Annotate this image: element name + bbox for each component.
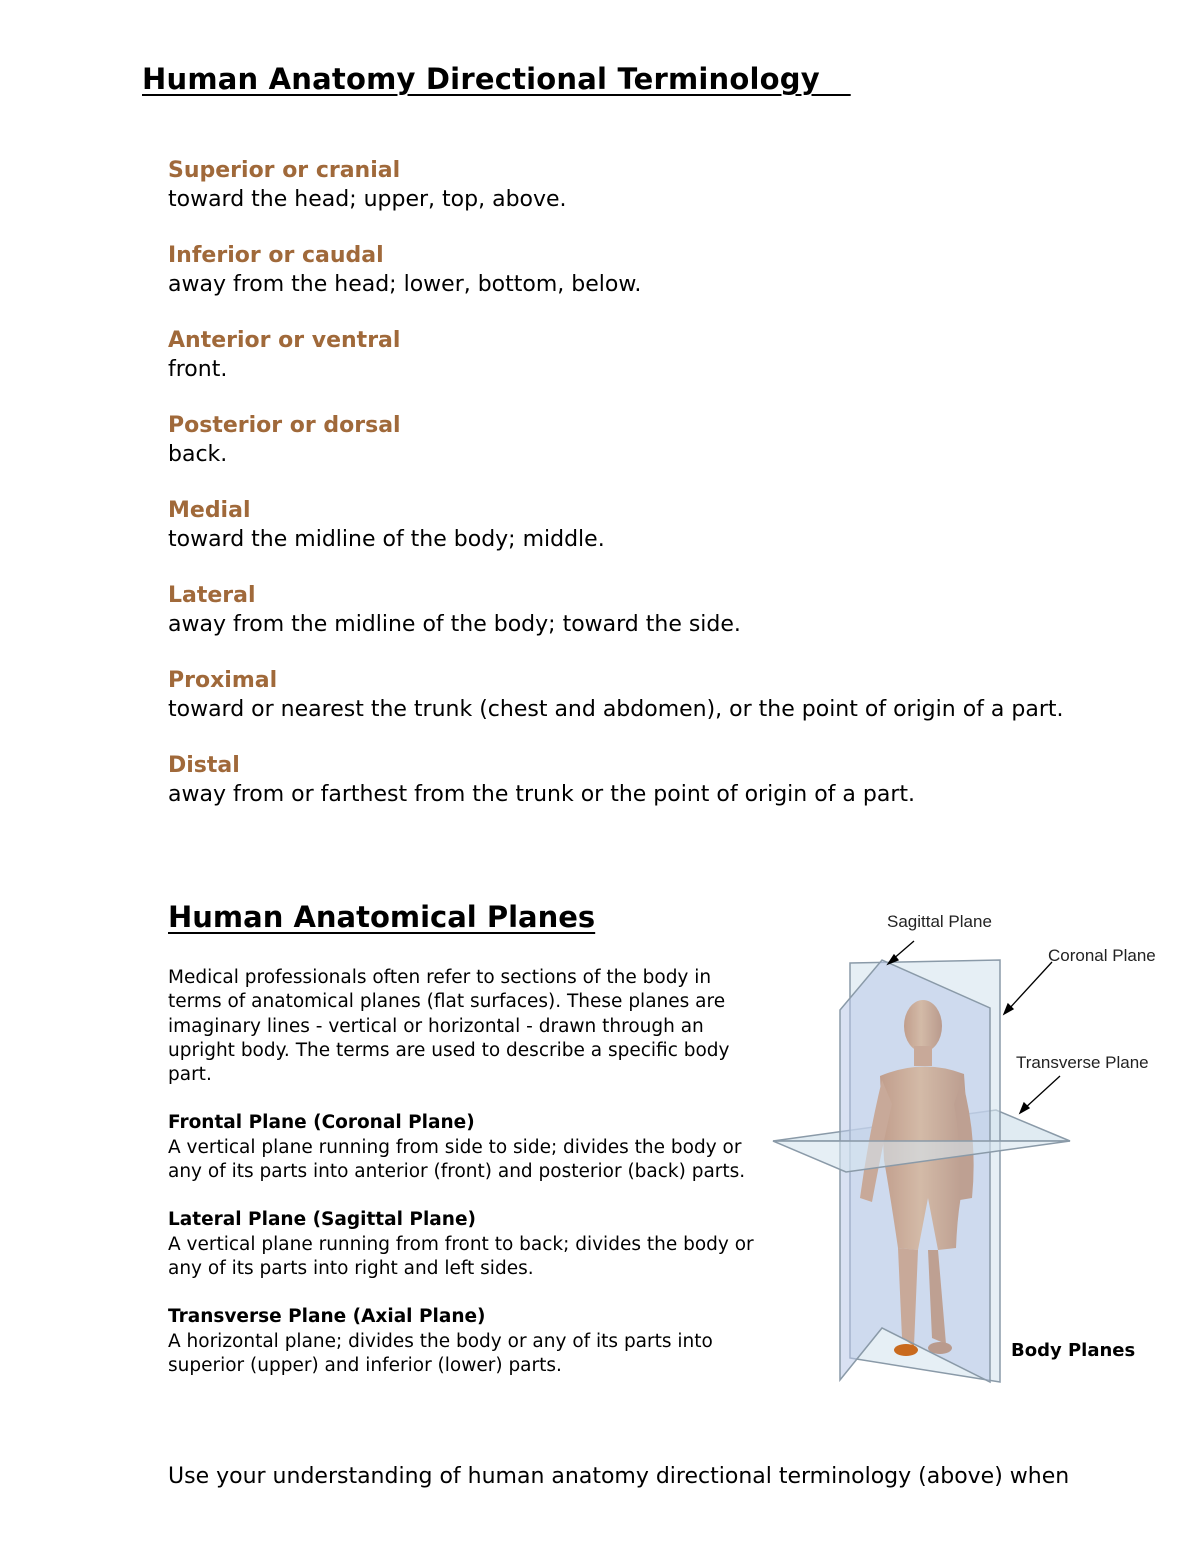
plane-item-lateral: [168, 1208, 758, 1281]
term-definition: back.: [168, 442, 228, 467]
plane-item-transverse: [168, 1305, 758, 1378]
term-name: Lateral: [168, 583, 256, 608]
page-title: Human Anatomy Directional Terminology: [142, 62, 851, 96]
term-item: [168, 411, 1168, 496]
term-item: [168, 496, 1168, 581]
term-item: [168, 326, 1168, 411]
planes-description: [168, 966, 758, 1402]
term-definition: toward or nearest the trunk (chest and abdomen), or the point of origin of a part.: [168, 697, 1064, 722]
term-definition: away from the head; lower, bottom, below.: [168, 272, 642, 297]
term-definition: toward the head; upper, top, above.: [168, 187, 567, 212]
term-name: Superior or cranial: [168, 158, 401, 183]
plane-text: A vertical plane running from front to back; divides the body or any of its parts into right and left sides.: [168, 1233, 754, 1279]
body-planes-illustration: [768, 898, 1168, 1398]
coronal-plane-label: Coronal Plane: [1048, 946, 1156, 965]
term-definition: away from or farthest from the trunk or the point of origin of a part.: [168, 782, 916, 807]
plane-text: A horizontal plane; divides the body or any of its parts into superior (upper) and inferior (lower) parts.: [168, 1330, 713, 1376]
term-item: [168, 156, 1168, 241]
sagittal-plane-label: Sagittal Plane: [887, 912, 992, 931]
term-item: [168, 666, 1168, 751]
term-name: Distal: [168, 753, 240, 778]
term-name: Proximal: [168, 668, 278, 693]
plane-heading: Frontal Plane (Coronal Plane): [168, 1112, 475, 1134]
term-item: [168, 751, 1168, 836]
plane-heading: Transverse Plane (Axial Plane): [168, 1306, 486, 1328]
transverse-plane-label: Transverse Plane: [1016, 1053, 1149, 1072]
term-name: Medial: [168, 498, 251, 523]
term-name: Anterior or ventral: [168, 328, 401, 353]
terms-list: [168, 156, 1168, 836]
footer-instruction: Use your understanding of human anatomy directional terminology (above) when: [168, 1464, 1070, 1489]
plane-heading: Lateral Plane (Sagittal Plane): [168, 1209, 476, 1231]
planes-intro: Medical professionals often refer to sections of the body in terms of anatomical planes (flat surfaces). These planes are imaginary lines - vertical or horizontal - drawn through an upright body. The terms are used to describe a specific body part.: [168, 967, 730, 1086]
plane-text: A vertical plane running from side to side; divides the body or any of its parts into anterior (front) and posterior (back) parts.: [168, 1136, 746, 1183]
figure-caption: Body Planes: [1011, 1340, 1136, 1361]
sagittal-plane: [840, 960, 990, 1382]
plane-item-frontal: [168, 1111, 758, 1184]
body-planes-figure: [768, 898, 1168, 1398]
term-name: Posterior or dorsal: [168, 413, 401, 438]
planes-section-title: Human Anatomical Planes: [168, 900, 596, 934]
term-item: [168, 241, 1168, 326]
term-name: Inferior or caudal: [168, 243, 384, 268]
term-definition: away from the midline of the body; toward the side.: [168, 612, 741, 637]
term-definition: toward the midline of the body; middle.: [168, 527, 605, 552]
term-item: [168, 581, 1168, 666]
term-definition: front.: [168, 357, 228, 382]
